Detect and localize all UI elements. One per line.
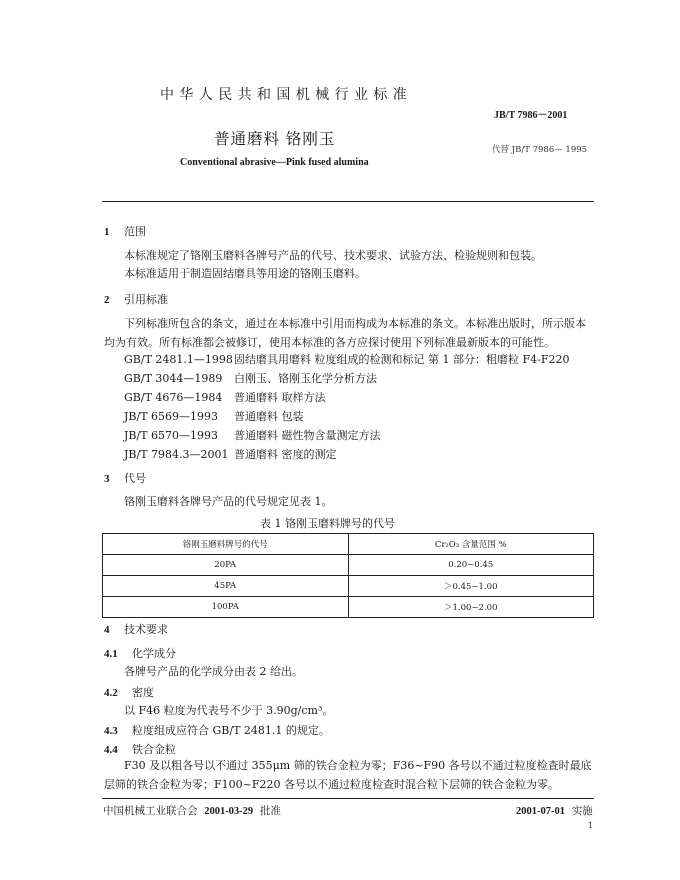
grade-code-table [102, 533, 594, 618]
section-1-heading [104, 223, 146, 239]
subsection-4-2-text: 以 F46 粒度为代表号不少于 3.90g/cm³。 [124, 704, 334, 717]
table-cell: 45PA [103, 576, 349, 597]
section-3-heading [104, 470, 146, 486]
reference-name: 普通磨料 密度的测定 [234, 448, 337, 461]
table-cell: ＞1.00~2.00 [348, 597, 594, 618]
implementation-label: 实施 [571, 805, 593, 817]
subsection-title: 铁合金粒 [132, 743, 176, 756]
implementation-date: 2001-07-01 [516, 806, 565, 817]
subsection-number: 4.4 [104, 744, 118, 756]
page-number: 1 [588, 821, 594, 830]
reference-code: GB/T 4676—1984 [124, 391, 223, 404]
section-title: 引用标准 [124, 293, 168, 306]
table-header-cell: Cr₂O₃ 含量范围 % [348, 534, 594, 555]
table-caption: 表 1 铬刚玉磨料牌号的代号 [260, 517, 395, 530]
reference-item [124, 408, 304, 425]
subsection-number: 4.3 [104, 725, 118, 737]
replaces-note: 代替 JB/T 7986— 1995 [492, 145, 588, 155]
reference-code: JB/T 6569—1993 [124, 410, 219, 423]
table-header-row [103, 534, 594, 555]
table-cell: 100PA [103, 597, 349, 618]
section-number: 4 [104, 624, 110, 636]
reference-code: JB/T 6570—1993 [124, 429, 219, 442]
table-header-cell: 铬刚玉磨料牌号的代号 [103, 534, 349, 555]
subsection-4-1-heading [104, 645, 176, 661]
subsection-title: 粒度组成应符合 GB/T 2481.1 的规定。 [132, 724, 330, 737]
section-number: 3 [104, 473, 110, 485]
reference-name: 普通磨料 磁性物含量测定方法 [234, 429, 381, 442]
reference-code: GB/T 3044—1989 [124, 372, 223, 385]
reference-name: 固结磨具用磨料 粒度组成的检测和标记 第 1 部分：粗磨粒 F4-F220 [234, 353, 570, 366]
subsection-4-1-text: 各牌号产品的化学成分由表 2 给出。 [124, 665, 303, 678]
reference-name: 普通磨料 包装 [234, 410, 304, 423]
reference-name: 白刚玉、铬刚玉化学分析方法 [234, 372, 377, 385]
english-title: Conventional abrasive—Pink fused alumina [180, 157, 369, 168]
standard-category: 中华人民共和国机械行业标准 [160, 87, 413, 103]
subsection-number: 4.2 [104, 687, 118, 699]
table-row [103, 576, 594, 597]
subsection-4-4-text: F30 及以粗各号以不通过 355μm 筛的铁合金粒为零；F36~F90 各号以不通过粒度检查时最底层筛的铁合金粒为零；F100~F220 各号以不通过粒度检查时混合粒下层筛的铁合金粒为零。 [104, 759, 592, 791]
subsection-4-4-heading [104, 741, 176, 757]
reference-item [124, 446, 337, 463]
table-cell: 20PA [103, 555, 349, 576]
reference-code: JB/T 7984.3—2001 [124, 448, 229, 461]
standard-code: JB/T 7986－2001 [494, 110, 568, 121]
reference-item [124, 351, 569, 368]
approval-label: 批准 [259, 805, 281, 817]
reference-code: GB/T 2481.1—1998 [124, 353, 233, 366]
table-cell: ＞0.45~1.00 [348, 576, 594, 597]
header-rule [102, 201, 594, 202]
subsection-title: 密度 [132, 686, 154, 699]
reference-item [124, 427, 381, 444]
reference-item [124, 389, 326, 406]
footer-rule [102, 798, 594, 799]
reference-item [124, 370, 377, 387]
subsection-4-3-heading [104, 722, 330, 738]
section-2-para-1: 下列标准所包含的条文，通过在本标准中引用而构成为本标准的条文。本标准出版时，所示版本均为有效。所有标准都会被修订，使用本标准的各方应探讨使用下列标准最新版本的可能性。 [104, 317, 586, 349]
section-3-para-1: 铬刚玉磨料各牌号产品的代号规定见表 1。 [124, 495, 333, 508]
issuer: 中国机械工业联合会 [103, 805, 198, 817]
approval-line [103, 803, 281, 818]
section-title: 代号 [124, 472, 146, 485]
section-1-para-1: 本标准规定了铬刚玉磨料各牌号产品的代号、技术要求、试验方法、检验规则和包装。 [124, 249, 542, 262]
table-cell: 0.20~0.45 [348, 555, 594, 576]
section-title: 范围 [124, 225, 146, 238]
subsection-title: 化学成分 [132, 647, 176, 660]
implementation-line [516, 803, 593, 818]
section-4-heading [104, 621, 168, 637]
approval-date: 2001-03-29 [204, 806, 254, 817]
section-number: 2 [104, 294, 110, 306]
section-1-para-2: 本标准适用于制造固结磨具等用途的铬刚玉磨料。 [124, 267, 366, 280]
document-title: 普通磨料 铬刚玉 [214, 130, 336, 148]
subsection-4-2-heading [104, 684, 154, 700]
table-row [103, 597, 594, 618]
section-number: 1 [104, 226, 110, 238]
subsection-number: 4.1 [104, 648, 118, 660]
section-2-heading [104, 291, 168, 307]
table-row [103, 555, 594, 576]
section-title: 技术要求 [124, 623, 168, 636]
reference-name: 普通磨料 取样方法 [234, 391, 326, 404]
